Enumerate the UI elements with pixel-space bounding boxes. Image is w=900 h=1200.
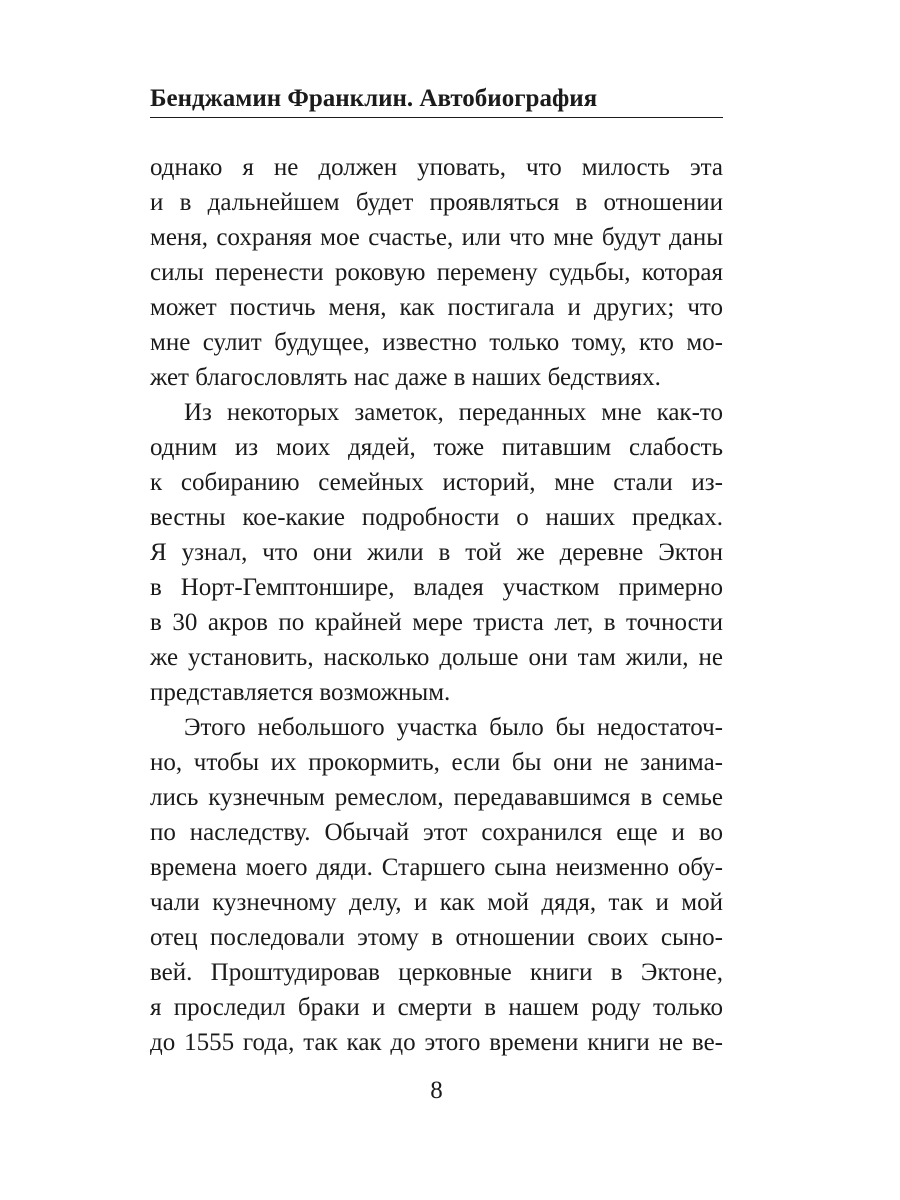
paragraph-first-line: Этого небольшого участка было бы недостаточ- <box>184 714 723 741</box>
text-line: времена моего дяди. Старшего сына неизменно обу- <box>150 854 723 881</box>
page-number: 8 <box>430 1077 443 1104</box>
text-line: и в дальнейшем будет проявляться в отношении <box>150 189 723 216</box>
text-line: но, чтобы их прокормить, если бы они не занима- <box>150 749 723 776</box>
text-line: вей. Проштудировав церковные книги в Эктоне, <box>150 959 723 986</box>
text-line: в 30 акров по крайней мере триста лет, в точности <box>150 609 723 636</box>
text-line: жет благословлять нас даже в наших бедствиях. <box>150 364 661 391</box>
text-line: мне сулит будущее, известно только тому, кто мо- <box>150 329 723 356</box>
text-line: по наследству. Обычай этот сохранился еще и во <box>150 819 723 846</box>
text-line: же установить, насколько дольше они там жили, не <box>150 644 723 671</box>
text-line: к собиранию семейных историй, мне стали из- <box>150 469 723 496</box>
text-line: вестны кое-какие подробности о наших предках. <box>150 504 723 531</box>
text-line: в Норт-Гемптоншире, владея участком примерно <box>150 574 723 601</box>
text-line: Я узнал, что они жили в той же деревне Эктон <box>150 539 723 566</box>
text-line: до 1555 года, так как до этого времени книги не ве- <box>150 1029 723 1056</box>
text-line: одним из моих дядей, тоже питавшим слабость <box>150 434 723 461</box>
text-line: отец последовали этому в отношении своих сыно- <box>150 924 723 951</box>
text-line: лись кузнечным ремеслом, передававшимся в семье <box>150 784 723 811</box>
text-line: представляется возможным. <box>150 679 451 706</box>
paragraph-first-line: Из некоторых заметок, переданных мне как-то <box>184 399 723 426</box>
text-line: силы перенести роковую перемену судьбы, которая <box>150 259 723 286</box>
text-line: меня, сохраняя мое счастье, или что мне будут даны <box>150 224 723 251</box>
text-line: может постичь меня, как постигала и других; что <box>150 294 723 321</box>
running-head-title: Бенджамин Франклин. Автобиография <box>150 84 723 118</box>
text-line: я проследил браки и смерти в нашем роду только <box>150 994 723 1021</box>
text-line: чали кузнечному делу, и как мой дядя, так и мой <box>150 889 723 916</box>
text-line: однако я не должен уповать, что милость эта <box>150 154 723 181</box>
